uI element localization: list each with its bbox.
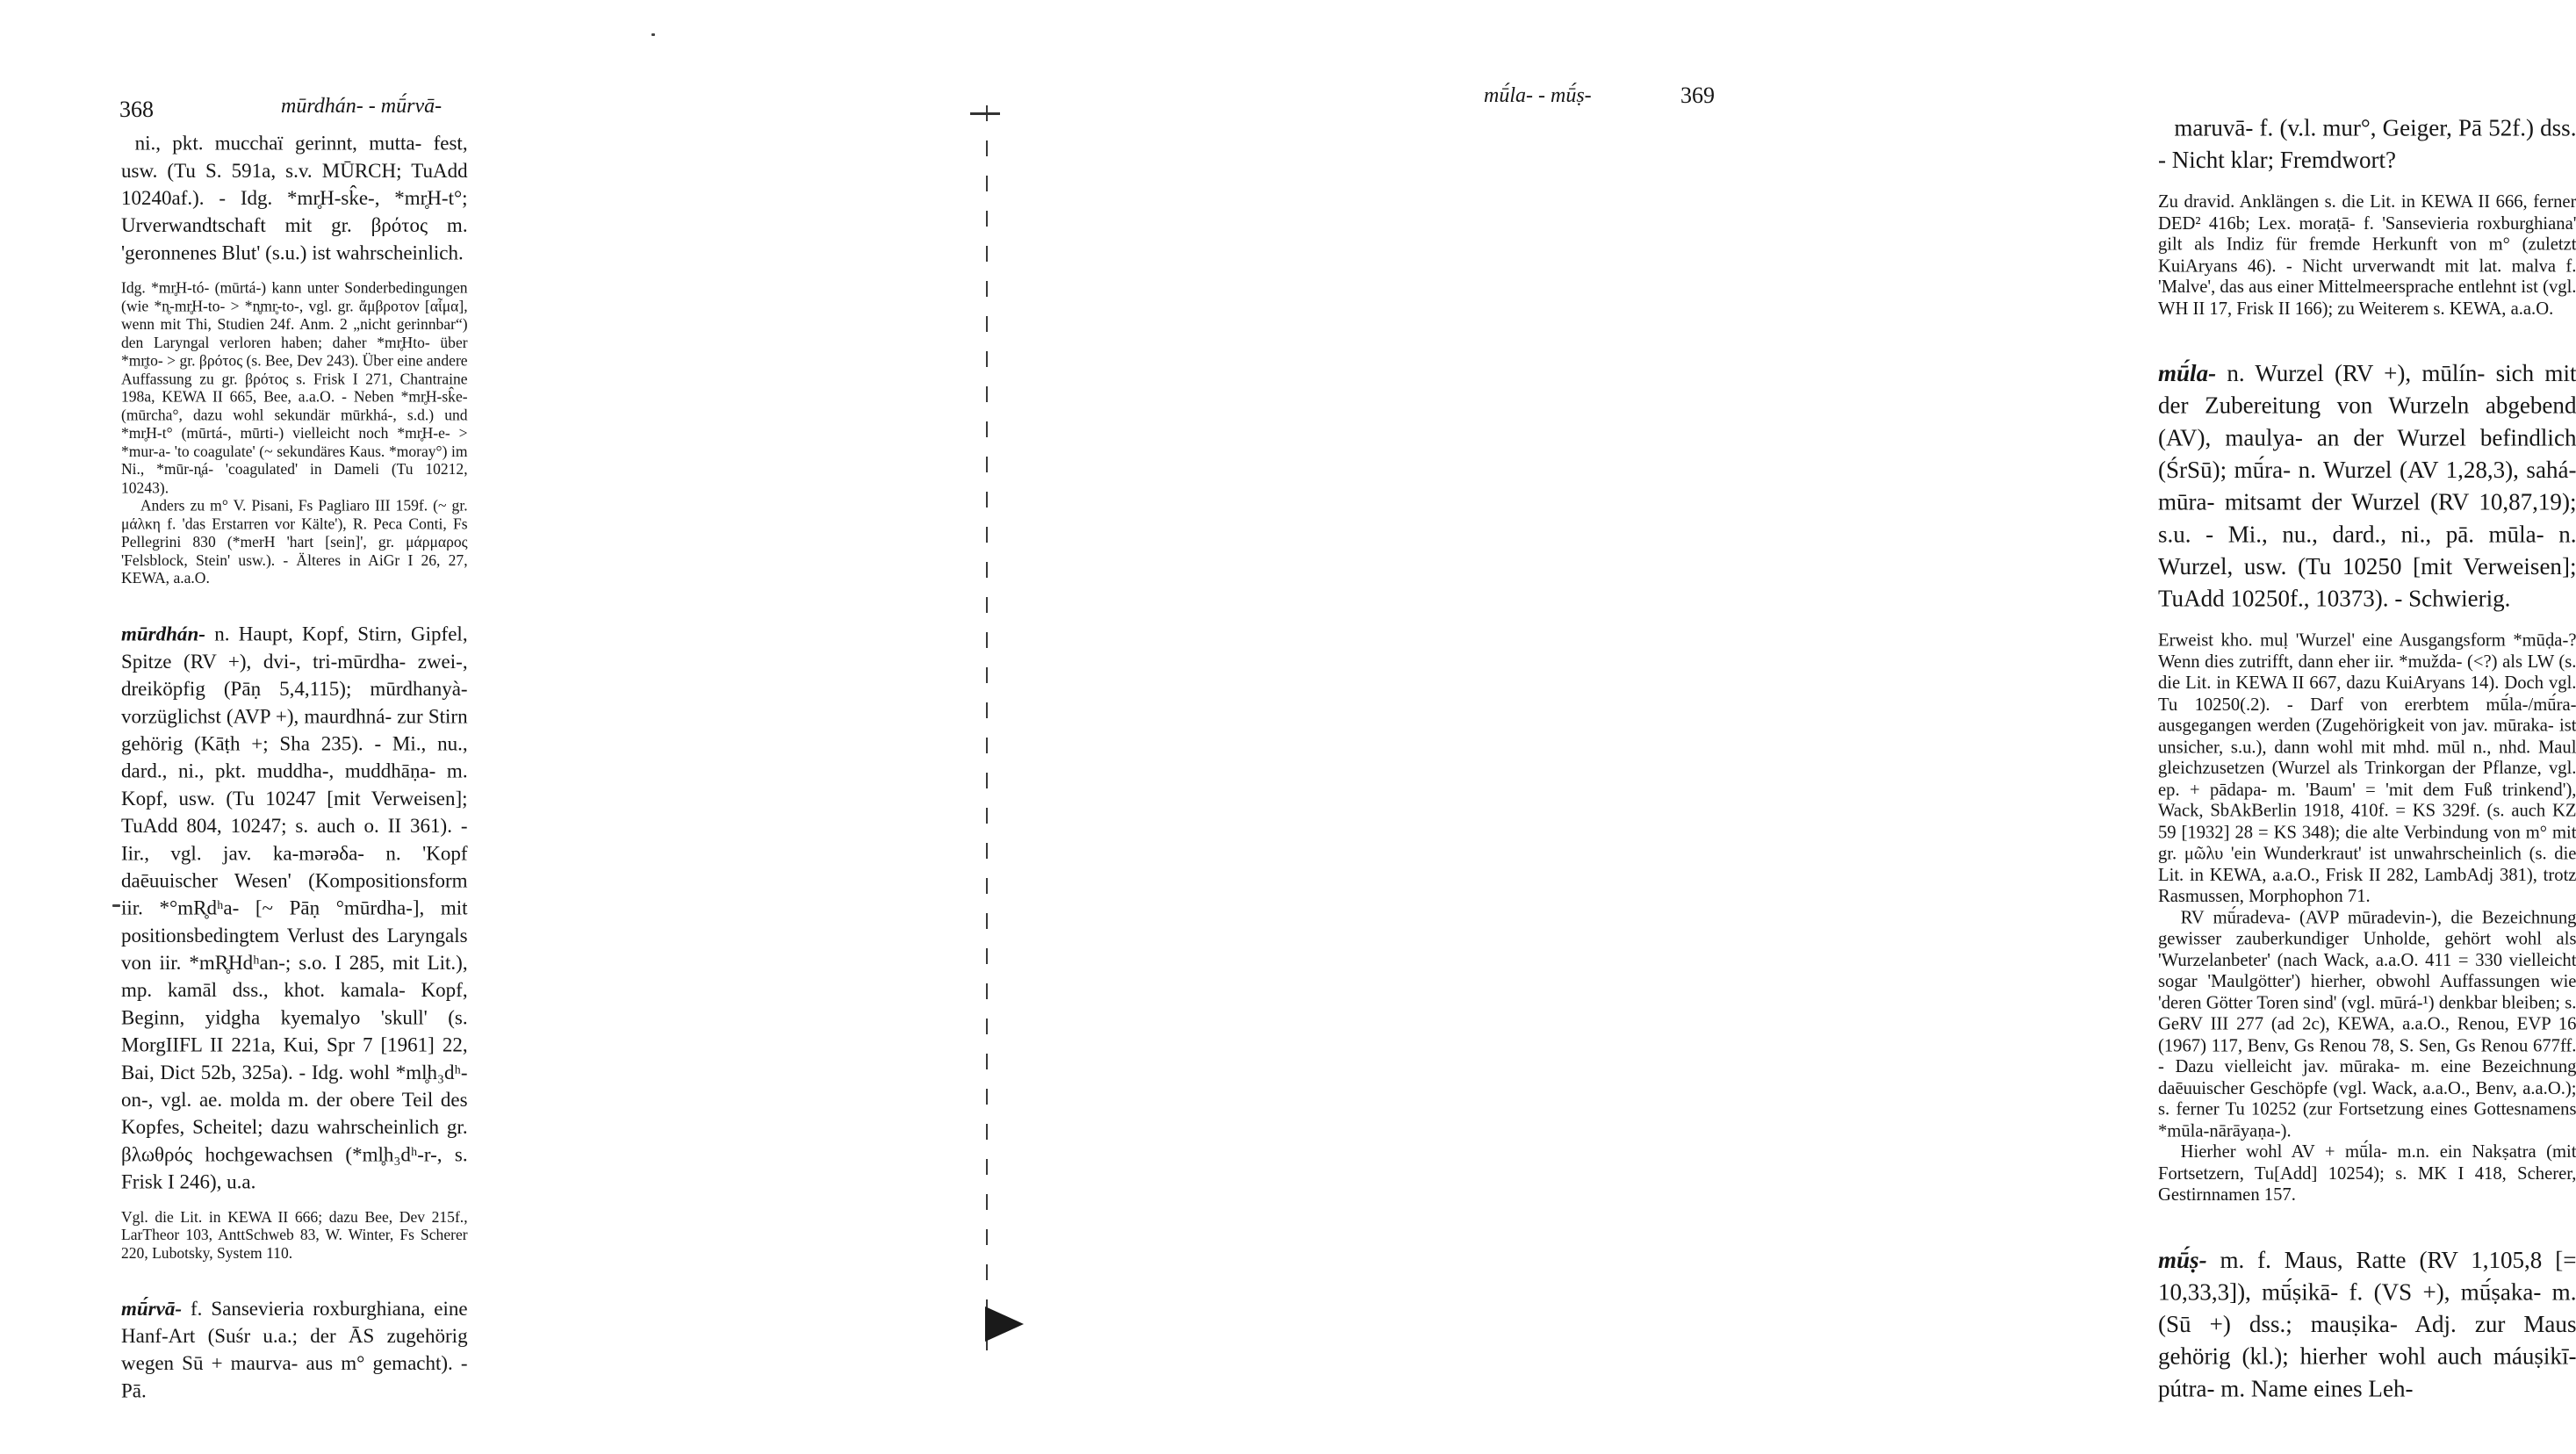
entry-text: ni., pkt. mucchaï gerinnt, mutta- fest, usw. (Tu S. 591a, s.v. MŪRCH; TuAdd 10240af.). - Idg. *mr̥H-sk̂e-, *mr̥H-t°; Urverwandtschaft mit gr. βρότος m. 'geronnenes Blut' (s.u.) ist wahrscheinlich. [121, 133, 468, 264]
entry-lemma: mū́rvā- [121, 1298, 183, 1321]
right-page [1029, 0, 2576, 1454]
note-text: Vgl. die Lit. in KEWA II 666; dazu Bee, Dev 215f., LarTheor 103, AnttSchweb 83, W. Winter, Fs Scherer 220, Lubotsky, System 110. [121, 1207, 468, 1262]
spine-mark [970, 112, 1000, 115]
dictionary-entry [121, 621, 468, 1196]
entry-note [2158, 191, 2576, 320]
entry-note [2158, 1141, 2576, 1206]
left-page [0, 0, 1027, 1454]
dictionary-entry [121, 130, 468, 267]
note-text: Hierher wohl AV + mū́la- m.n. ein Nakṣatra (mit Fortsetzern, Tu[Add] 10254); s. MK I 418, Scherer, Gestirnnamen 157. [2158, 1141, 2576, 1205]
entry-note [2158, 907, 2576, 1141]
entry-text: maruvā- f. (v.l. mur°, Geiger, Pā 52f.) dss. - Nicht klar; Fremdwort? [2158, 115, 2576, 174]
entry-text: n. Wurzel (RV +), mūlín- sich mit der Zubereitung von Wurzeln abgebend (AV), maulya- an der Wurzel befindlich (ŚrSū); mū́ra- n. Wurzel (AV 1,28,3), sahá-mūra- mitsamt der Wurzel (RV 10,87,19); s.u. - Mi., nu., dard., ni., pā. mūla- n. Wurzel, usw. (Tu 10250 [mit Verweisen]; TuAdd 10250f., 10373). - Schwierig. [2158, 361, 2576, 613]
spine-arrow-icon [985, 1306, 1024, 1342]
entry-note [2158, 630, 2576, 907]
book-spine [986, 105, 988, 1352]
entry-note [121, 497, 468, 587]
entry-text: n. Haupt, Kopf, Stirn, Gipfel, Spitze (RV +), dvi-, tri-mūrdha- zwei-, dreiköpfig (Pāṇ 5,4,115); mūrdhanyà- vorzüglichst (AVP +), maurdhná- zur Stirn gehörig (Kāṭh +; Sha 235). - Mi., nu., dard., ni., pkt. muddha-, muddhāṇa- m. Kopf, usw. (Tu 10247 [mit Verweisen]; TuAdd 804, 10247; s. auch o. II 361). - Iir., vgl. jav. ka-mərəδa- n. 'Kopf daēuuischer Wesen' (Kompositionsform iir. *°mR̥dʰa- [~ Pāṇ °mūrdha-], mit positionsbedingtem Verlust des Laryngals von iir. *mR̥Hdʰan-; s.o. I 285, mit Lit.), mp. kamāl dss., khot. kamala- Kopf, Beginn, yidgha kyemalyo 'skull' (s. MorgIIFL II 221a, Kui, Spr 7 [1961] 22, Bai, Dict 52b, 325a). - Idg. wohl *ml̥h₃dʰ-on-, vgl. ae. molda m. der obere Teil des Kopfes, Scheitel; dazu wahrscheinlich gr. βλωθρός hochgewachsen (*ml̥h₃dʰ-r-, s. Frisk I 246), u.a. [121, 623, 468, 1193]
note-text: Erweist kho. muḷ 'Wurzel' eine Ausgangsform *mūḍa-? Wenn dies zutrifft, dann eher iir. *mužda- (<?) als LW (s. die Lit. in KEWA II 667, dazu KuiAryans 14). Doch vgl. Tu 10250(.2). - Darf von ererbtem mū́la-/mū́ra- ausgegangen werden (Zugehörigkeit von jav. mūraka- ist unsicher, s.u.), dann wohl mit mhd. mūl n., nhd. Maul gleichzusetzen (Wurzel als Trinkorgan der Pflanze, vgl. ep. + pādapa- m. 'Baum' = 'mit dem Fuß trinkend'), Wack, SbAkBerlin 1918, 410f. = KS 329f. (s. auch KZ 59 [1932] 28 = KS 348); die alte Verbindung von m° mit gr. μῶλυ 'ein Wunderkraut' ist unwahrscheinlich (s. die Lit. in KEWA, a.a.O., Frisk II 282, LambAdj 381), trotz Rasmussen, Morphophon 71. [2158, 630, 2576, 906]
note-text: RV mū́radeva- (AVP mūradevin-), die Bezeichnung gewisser zauberkundiger Unholde, gehört wohl als 'Wurzelanbeter' (nach Wack, a.a.O. 411 = 330 vielleicht sogar 'Maulgötter') hierher, obwohl Auffassungen wie 'deren Götter Toren sind' (vgl. mūrá-¹) denkbar bleiben; s. GeRV III 277 (ad 2c), KEWA, a.a.O., Renou, EVP 16 (1967) 117, Benv, Gs Renou 78, S. Sen, Gs Renou 677ff. - Dazu vielleicht jav. mūraka- m. eine Bezeichnung daēuuischer Geschöpfe (vgl. Wack, a.a.O., Benv, a.a.O.); s. ferner Tu 10252 (zur Fortsetzung eines Gottesnamens *mūla-nārāyaṇa-). [2158, 906, 2576, 1141]
dictionary-entry [2158, 1244, 2576, 1405]
dictionary-entry [2158, 112, 2576, 176]
entry-note [121, 279, 468, 497]
entry-lemma: mū́la- [2158, 361, 2217, 387]
entry-lemma: mū́ṣ- [2158, 1247, 2207, 1273]
dictionary-entry [2158, 357, 2576, 615]
running-head: mūrdhán- - mū́rvā- [281, 95, 443, 118]
entry-text: m. f. Maus, Ratte (RV 1,105,8 [= 10,33,3]), mū́ṣikā- f. (VS +), mū́ṣaka- m. (Sū +) dss.; mauṣika- Adj. zur Maus gehörig (kl.); hierher wohl auch máuṣikī-pútra- m. Name eines Leh- [2158, 1247, 2576, 1402]
note-text: Idg. *mr̥H-tó- (mūrtá-) kann unter Sonderbedingungen (wie *n̥-mr̥H-to- > *n̥mr̥-to-, vgl. gr. ἄμβροτον [αἷμα], wenn mit Thi, Studien 24f. Anm. 2 „nicht gerinnbar“) den Laryngal verloren haben; daher *mr̥Hto- über *mr̥to- > gr. βρότος (s. Bee, Dev 243). Über eine andere Auffassung zu gr. βρότος s. Frisk I 271, Chantraine 198a, KEWA II 665, Bee, a.a.O. - Neben *mr̥H-sk̂e- (mūrcha°, dazu wohl sekundär mūrkhá-, s.d.) und *mr̥H-t° (mūrtá-, mūrti-) vielleicht noch *mr̥H-e- > *mur-a- 'to coagulate' (~ sekundäres Kaus. *moray°) im Ni., *mūr-n̥á- 'coagulated' in Dameli (Tu 10212, 10243). [121, 278, 468, 496]
entry-lemma: mūrdhán- [121, 623, 205, 645]
text-column [2158, 112, 2576, 1405]
note-text: Anders zu m° V. Pisani, Fs Pagliaro III 159f. (~ gr. μάλκη f. 'das Erstarren vor Kälte'), R. Peca Conti, Fs Pellegrini 830 (*merH 'hart [sein]', gr. μάρμαρος 'Felsblock, Stein' usw.). - Älteres in AiGr I 26, 27, KEWA, a.a.O. [121, 496, 468, 587]
entry-note [121, 1208, 468, 1263]
scan-speck [651, 33, 655, 36]
entry-text: f. Sansevieria roxburghiana, eine Hanf-Art (Suśr u.a.; der ĀS zugehörig wegen Sū + maurva- aus m° gemacht). - Pā. [121, 1298, 468, 1402]
note-text: Zu dravid. Anklängen s. die Lit. in KEWA II 666, ferner DED² 416b; Lex. moraṭā- f. 'Sansevieria roxburghiana' gilt als Indiz für fremde Herkunft von m° (zuletzt KuiAryans 46). - Nicht urverwandt mit lat. malva f. 'Malve', das aus einer Mittelmeersprache entlehnt ist (vgl. WH II 17, Frisk II 166); zu Weiterem s. KEWA, a.a.O. [2158, 191, 2576, 319]
page-number: 368 [119, 97, 154, 122]
running-head: mū́la- - mū́ṣ- [1484, 84, 1592, 107]
scan-speck [112, 904, 120, 907]
text-column [121, 130, 468, 1405]
dictionary-entry [121, 1295, 468, 1405]
page-number: 369 [1680, 83, 1715, 108]
